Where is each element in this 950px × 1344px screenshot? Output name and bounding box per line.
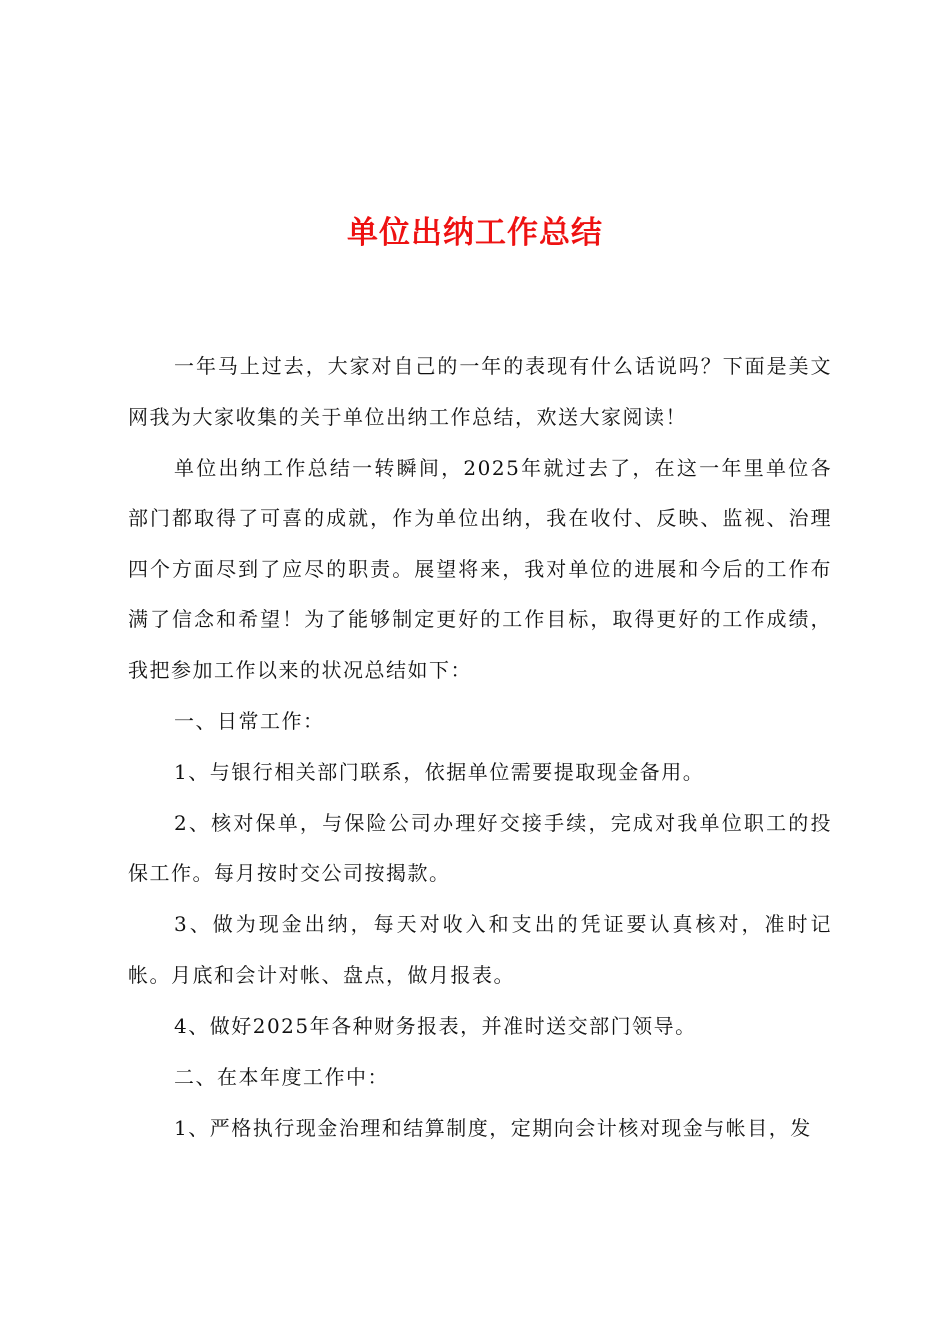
section-heading-this-year: 二、在本年度工作中： bbox=[174, 1065, 389, 1090]
paragraph-summary: 单位出纳工作总结一转瞬间，2025年就过去了，在这一年里单位各部门都取得了可喜的成就，作为单位出纳，我在收付、反映、监视、治理四个方面尽到了应尽的职责。展望将来，我对单位的进展和今后的工作布满了信念和希望！为了能够制定更好的工作目标，取得更好的工作成绩，我把参加工作以来的状况总结如下： bbox=[128, 455, 832, 682]
document-body bbox=[128, 341, 832, 1154]
section-heading-daily-work: 一、日常工作： bbox=[174, 708, 325, 733]
list-item: 2、核对保单，与保险公司办理好交接手续，完成对我单位职工的投保工作。每月按时交公司按揭款。 bbox=[128, 810, 832, 886]
list-item: 4、做好2025年各种财务报表，并准时送交部门领导。 bbox=[174, 1014, 697, 1039]
paragraph-intro: 一年马上过去，大家对自己的一年的表现有什么话说吗？下面是美文网我为大家收集的关于单位出纳工作总结，欢送大家阅读！ bbox=[128, 354, 832, 429]
list-item: 3、做为现金出纳，每天对收入和支出的凭证要认真核对，准时记帐。月底和会计对帐、盘点，做月报表。 bbox=[128, 912, 832, 987]
document-title: 单位出纳工作总结 bbox=[347, 215, 603, 251]
list-item: 1、严格执行现金治理和结算制度，定期向会计核对现金与帐目，发 bbox=[174, 1116, 812, 1141]
list-item: 1、与银行相关部门联系，依据单位需要提取现金备用。 bbox=[174, 759, 705, 784]
